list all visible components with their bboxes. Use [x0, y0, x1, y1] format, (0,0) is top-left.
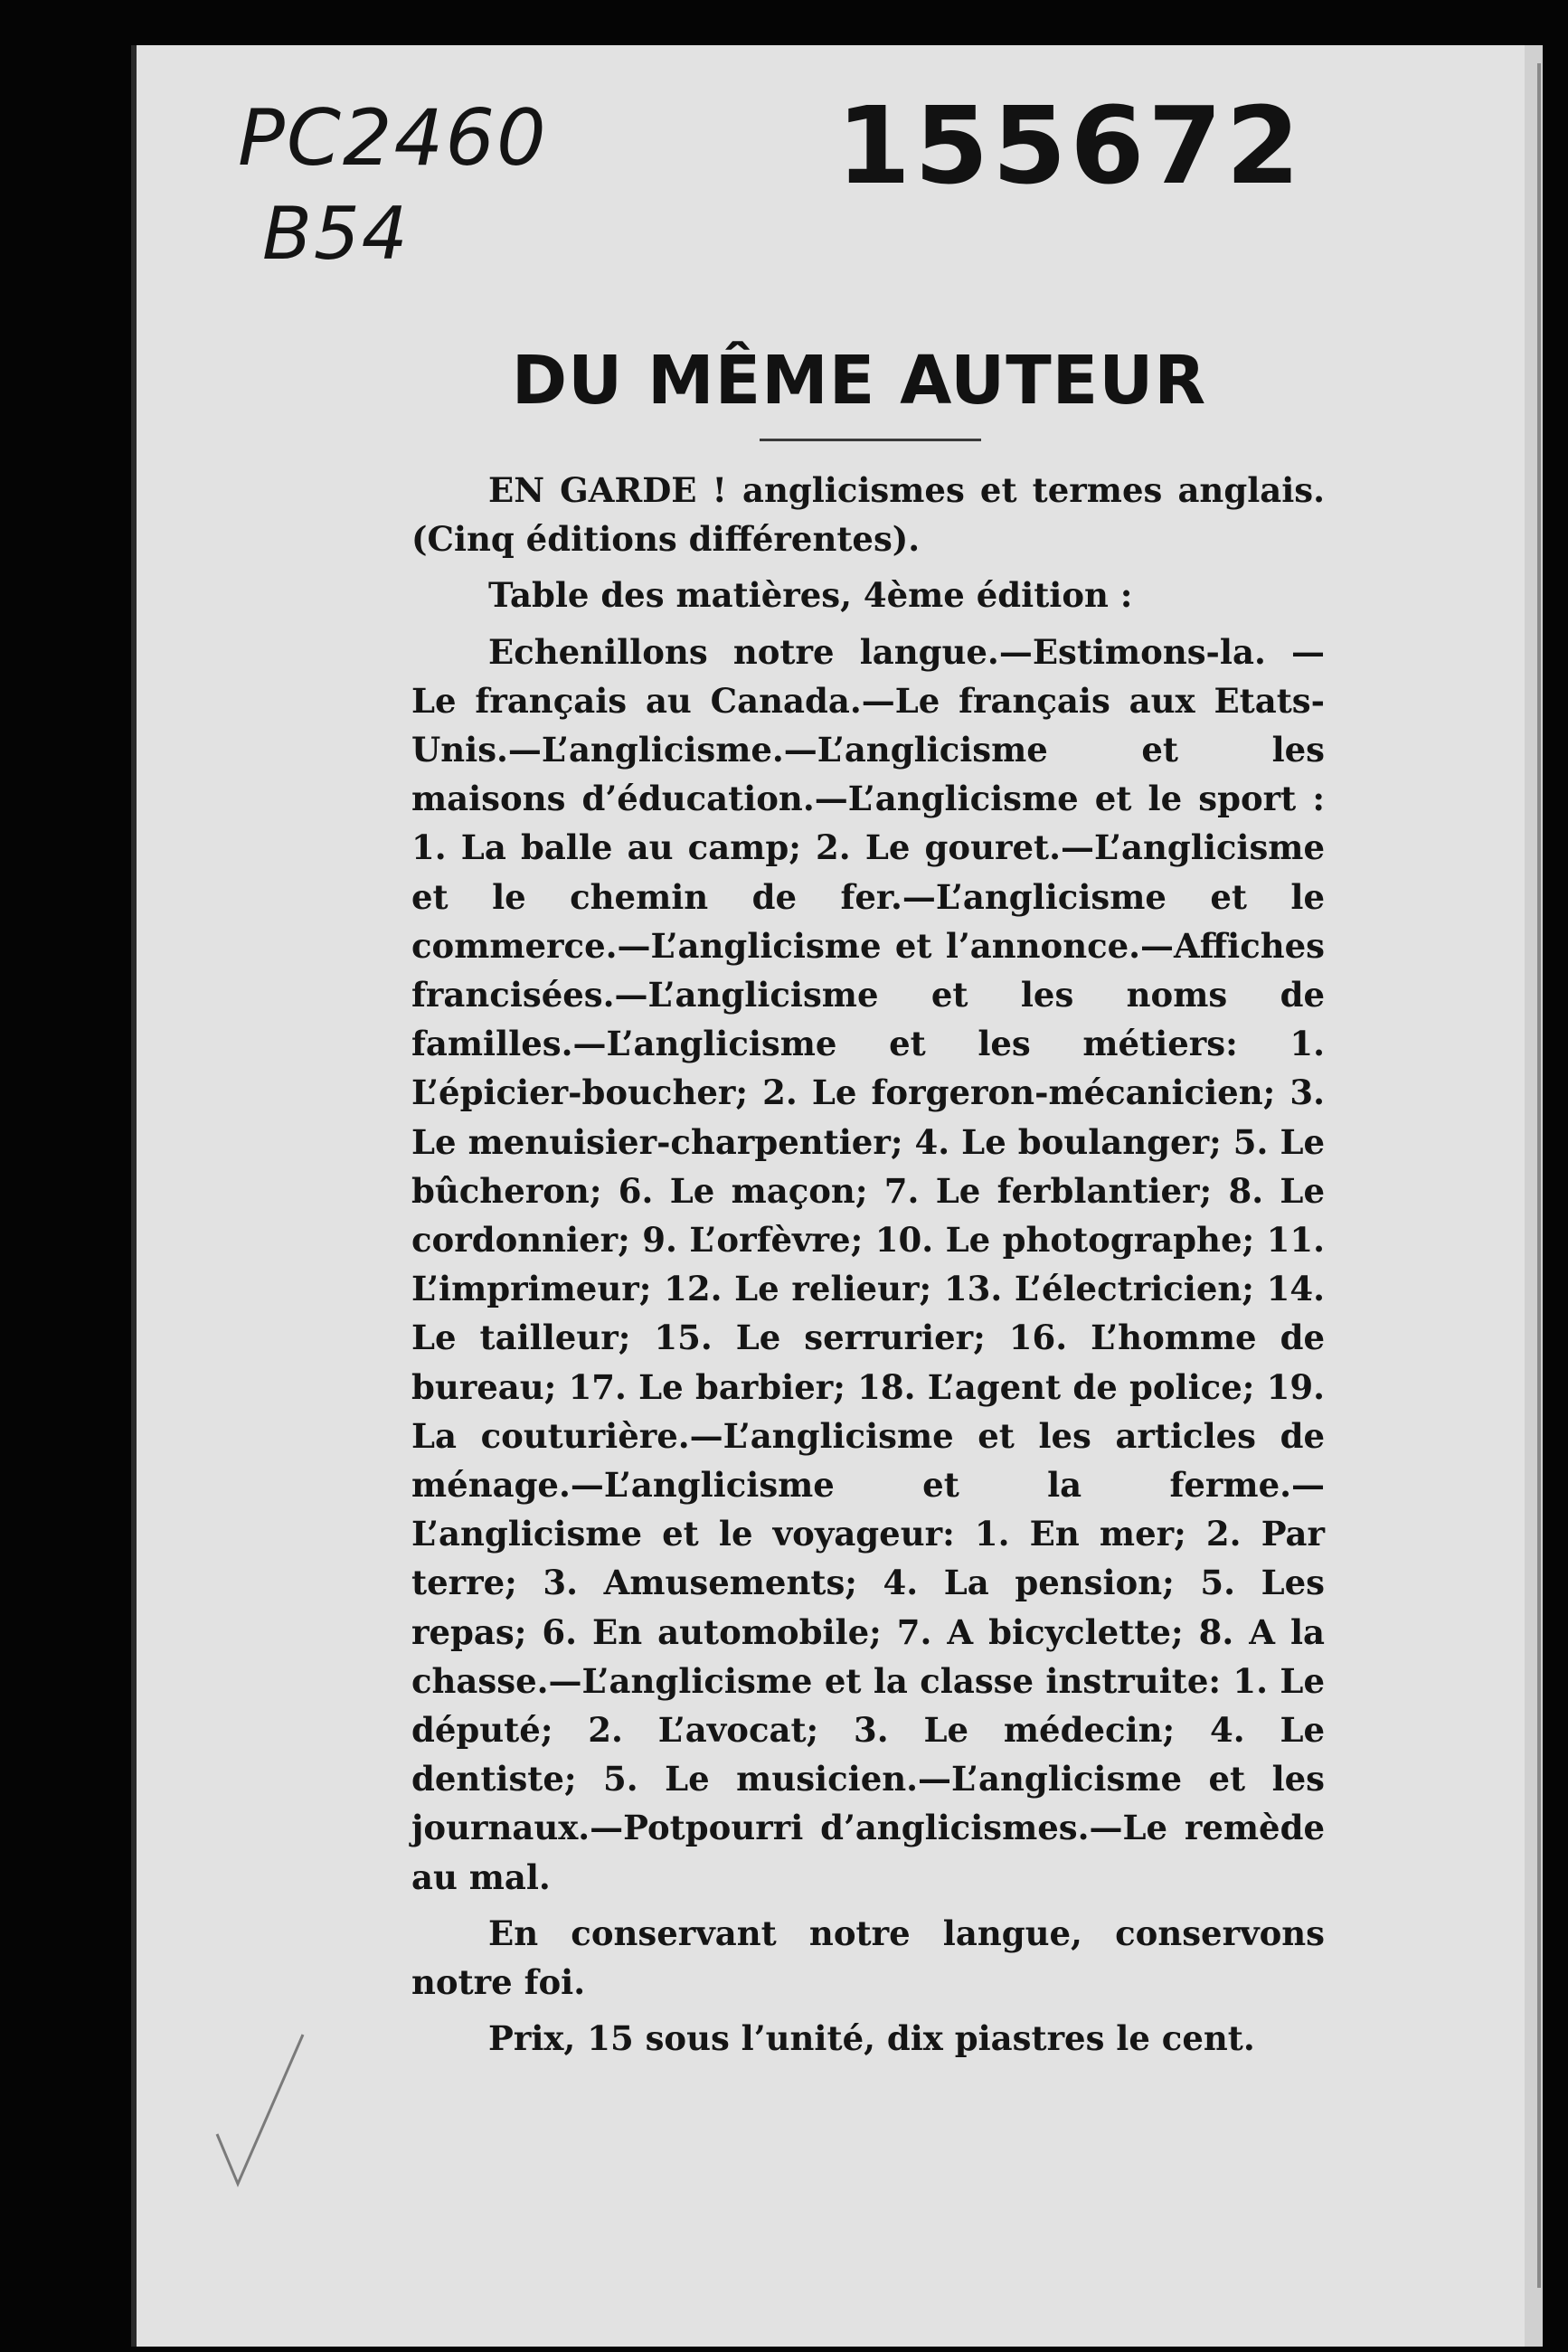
paragraph-en-garde: EN GARDE ! anglicismes et termes anglais. (Cinq éditions différentes). — [411, 470, 1325, 560]
paragraph-table-contents: Echenillons notre langue.—Estimons-la. —Le français au Canada.—Le français aux Etats-Unis.—L’anglicisme.—L’anglicisme et les maisons d’éducation.—L’anglicisme et le sport : 1. La balle au camp; 2. Le gouret.—L’anglicisme et le chemin de fer.—L’anglicisme et le commerce.—L’anglicisme et l’annonce.—Affiches francisées.—L’anglicisme et les noms de familles.—L’anglicisme et les métiers: 1. L’épicier-boucher; 2. Le forgeron-mécanicien; 3. Le menuisier-charpentier; 4. Le boulanger; 5. Le bûcheron; 6. Le maçon; 7. Le ferblantier; 8. Le cordonnier; 9. L’orfèvre; 10. Le photographe; 11. L’imprimeur; 12. Le relieur; 13. L’électricien; 14. Le tailleur; 15. Le serrurier; 16. L’homme de bureau; 17. Le barbier; 18. L’agent de police; 19. La couturière.—L’anglicisme et les articles de ménage.—L’anglicisme et la ferme.—L’anglicisme et le voyageur: 1. En mer; 2. Par terre; 3. Amusements; 4. La pension; 5. Les repas; 6. En automobile; 7. A bicyclette; 8. A la chasse.—L’anglicisme et la classe instruite: 1. Le député; 2. L’avocat; 3. Le médecin; 4. Le dentiste; 5. Le musicien.—L’anglicisme et les journaux.—Potpourri d’anglicismes.—Le remède au mal. — [411, 631, 1325, 1897]
paragraph-table-heading: Table des matières, 4ème édition : — [488, 575, 1133, 616]
paragraph-motto: En conservant notre langue, conservons notre foi. — [411, 1913, 1325, 2003]
page-title: DU MÊME AUTEUR — [511, 342, 1207, 420]
page-edge-shadow — [1537, 63, 1541, 2288]
paragraph-price: Prix, 15 sous l’unité, dix piastres le cent. — [488, 2018, 1255, 2059]
check-mark-icon — [203, 2017, 312, 2197]
title-divider — [760, 439, 981, 441]
call-number-handwritten-2: B54 — [262, 192, 410, 276]
accession-number-stamp: 155672 — [836, 83, 1304, 208]
call-number-handwritten-1: PC2460 — [238, 93, 548, 184]
document-body — [411, 466, 1325, 2064]
